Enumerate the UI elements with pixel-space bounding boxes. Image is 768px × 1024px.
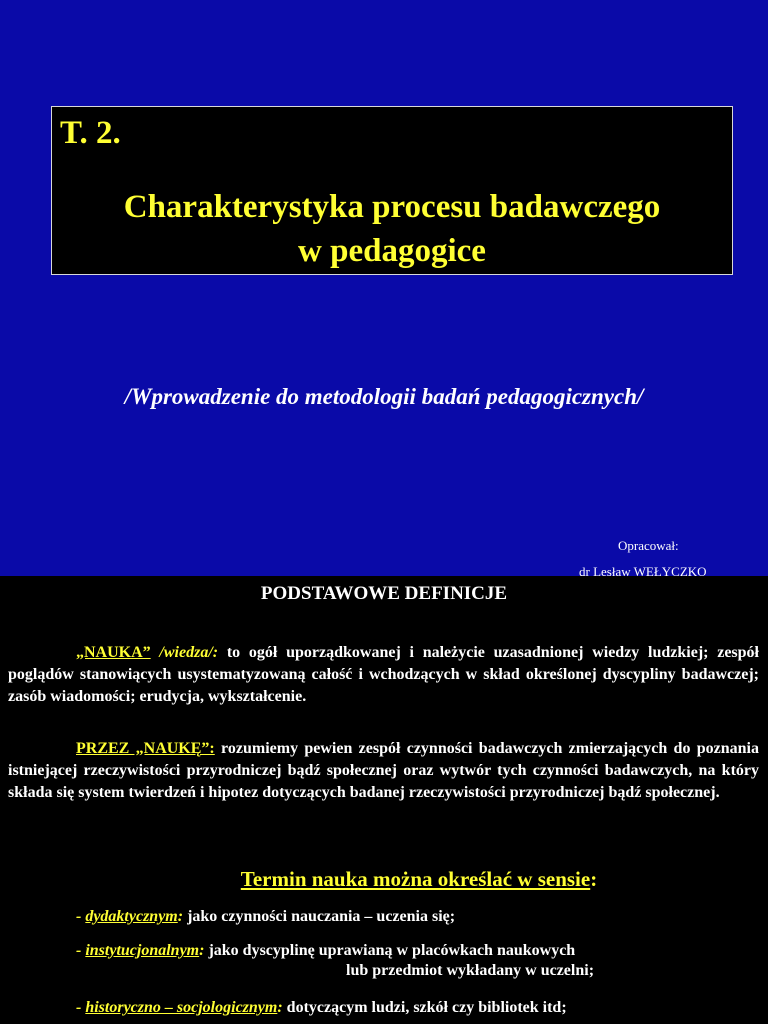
- sense-text: dotyczącym ludzi, szkół czy bibliotek itd;: [282, 999, 567, 1016]
- sense-text: jako dyscyplinę uprawianą w placówkach naukowych: [204, 942, 576, 959]
- sense-item-historical-sociological: - historyczno – socjologicznym: dotyczącym ludzi, szkół czy bibliotek itd;: [76, 999, 567, 1016]
- sense-term: dydaktycznym: [85, 908, 178, 925]
- definitions-page: [0, 576, 768, 1024]
- slide-title-line-1: Charakterystyka procesu badawczego: [123, 189, 661, 225]
- definition-term: „NAUKA”: [76, 644, 151, 661]
- slide-title: [52, 185, 732, 273]
- definition-przez-nauke: [8, 738, 759, 804]
- definition-term: PRZEZ „NAUKĘ”:: [76, 740, 215, 757]
- slide-subtitle: /Wprowadzenie do metodologii badań pedagogicznych/: [124, 384, 644, 409]
- definition-subterm: /wiedza/:: [159, 644, 219, 661]
- sense-item-institutional: - instytucjonalnym: jako dyscyplinę uprawianą w placówkach naukowych: [76, 942, 576, 959]
- author-name: dr Lesław WEŁYCZKO: [579, 564, 707, 576]
- sense-text: jako czynności nauczania – uczenia się;: [183, 908, 456, 925]
- definitions-heading: PODSTAWOWE DEFINICJE: [260, 583, 508, 604]
- sense-item-didactic: - dydaktycznym: jako czynności nauczania – uczenia się;: [76, 908, 456, 925]
- sense-term: instytucjonalnym: [85, 942, 200, 959]
- definition-text: to ogół uporządkowanej i należycie uzasadnionej wiedzy ludzkiej; zespół poglądów stanowiących usystematyzowaną całość i wchodzących w skład określonej dyscypliny badawczej; zasób wiadomości; erudycja, wykształcenie.: [8, 644, 759, 705]
- slide-number: T. 2.: [60, 115, 121, 151]
- sense-term: historyczno – socjologicznym: [85, 999, 278, 1016]
- definition-text: rozumiemy pewien zespół czynności badawczych zmierzających do poznania istniejącej rzeczywistości przyrodniczej bądź społecznej oraz wytwór tych czynności badawczych, na który składa się system twierdzeń i hipotez dotyczących badanej rzeczywistości przyrodniczej bądź społecznej.: [8, 740, 759, 801]
- definition-nauka: [8, 642, 759, 708]
- title-box: [51, 106, 733, 275]
- slide-title-line-2: w pedagogice: [298, 233, 486, 269]
- author-label: Opracował:: [618, 538, 679, 553]
- sense-heading: Termin nauka można określać w sensie:: [240, 867, 598, 891]
- sense-item-institutional-continuation: lub przedmiot wykładany w uczelni;: [346, 962, 595, 979]
